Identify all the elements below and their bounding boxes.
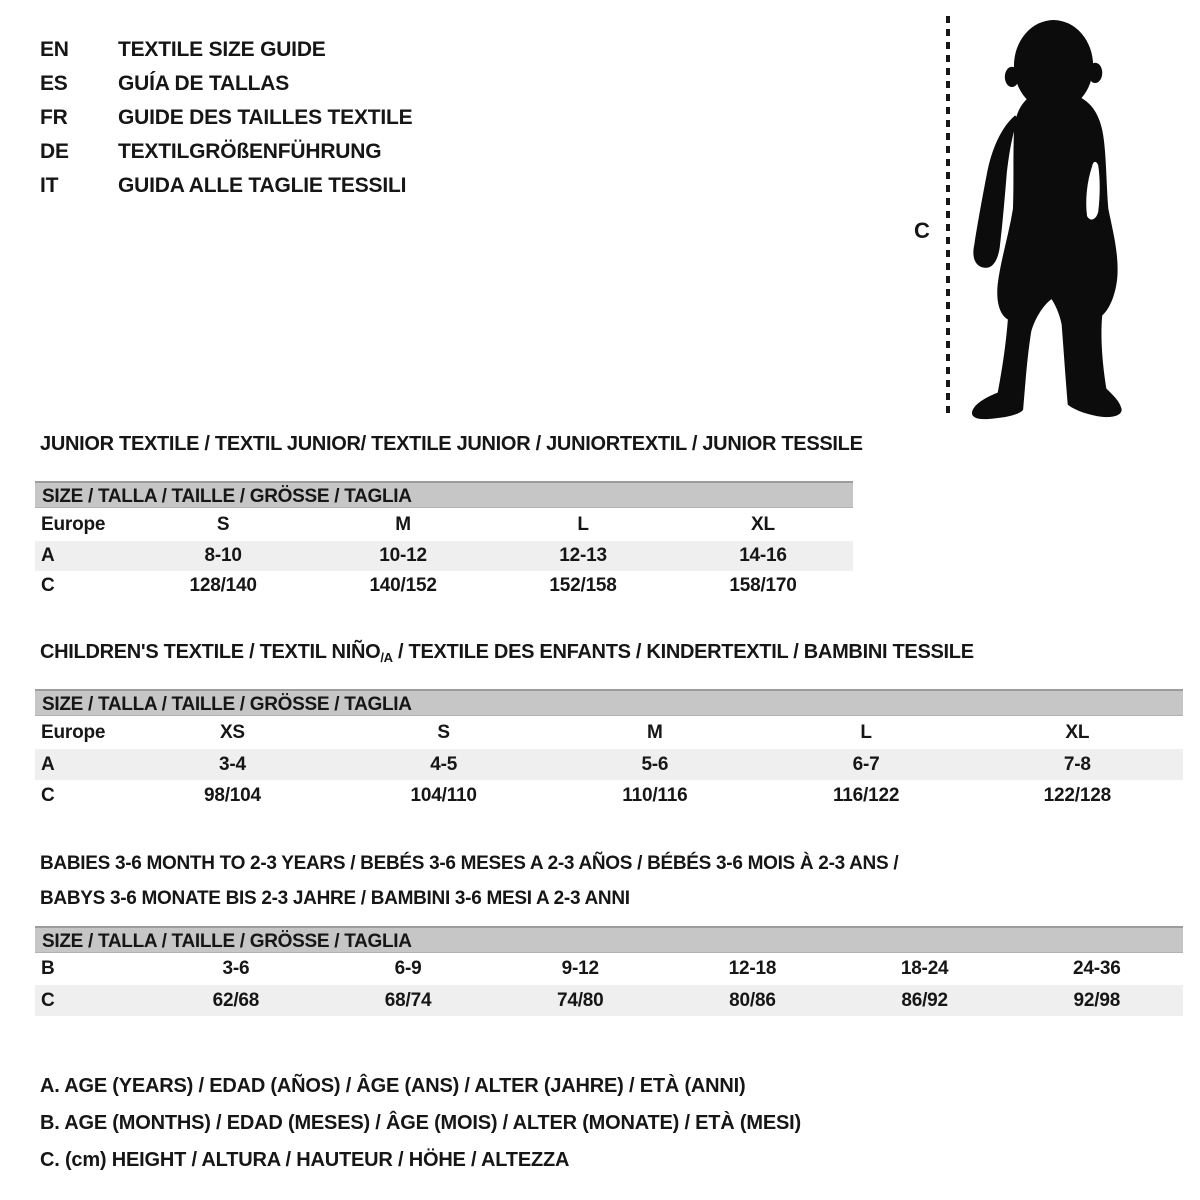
value-cell: 10-12	[379, 545, 427, 566]
value-cell: 3-4	[219, 753, 246, 775]
value-cell: 3-6	[222, 958, 250, 979]
size-cell: S	[437, 721, 450, 743]
language-code: FR	[40, 106, 68, 129]
legend-line-a: A. AGE (YEARS) / EDAD (AÑOS) / ÂGE (ANS) / ALTER (JAHRE) / ETÀ (ANNI)	[40, 1075, 746, 1097]
size-cell: XL	[1065, 721, 1090, 743]
value-cell: 122/128	[1043, 784, 1111, 806]
size-cell: M	[647, 721, 663, 743]
children-heading-post: / TEXTILE DES ENFANTS / KINDERTEXTIL / BAMBINI TESSILE	[392, 641, 974, 663]
size-header-bar: SIZE / TALLA / TAILLE / GRÖSSE / TAGLIA	[35, 481, 853, 508]
language-row-es	[40, 67, 412, 101]
silhouette-ear-left	[1005, 67, 1019, 87]
value-cell: 104/110	[410, 784, 477, 806]
value-cell: 6-7	[852, 753, 880, 775]
height-measure-label: C	[914, 218, 930, 243]
value-cell: 14-16	[739, 545, 787, 566]
table-row	[35, 780, 1183, 811]
value-cell: 74/80	[556, 989, 604, 1011]
language-code: EN	[40, 38, 69, 61]
table-row	[35, 571, 853, 601]
language-row-en	[40, 33, 412, 67]
babies-heading-line1: BABIES 3-6 MONTH TO 2-3 YEARS / BEBÉS 3-6 MESES A 2-3 AÑOS / BÉBÉS 3-6 MOIS À 2-3 ANS /	[40, 853, 899, 874]
value-cell: 24-36	[1073, 958, 1121, 979]
value-cell: 62/68	[212, 989, 260, 1011]
row-label: C	[41, 575, 55, 596]
value-cell: 116/122	[832, 784, 900, 806]
row-label: A	[41, 753, 55, 775]
measurement-legend	[40, 1068, 801, 1179]
row-label: Europe	[41, 721, 106, 743]
value-cell: 128/140	[189, 575, 257, 596]
language-title-list	[40, 33, 412, 203]
value-cell: 7-8	[1063, 753, 1091, 775]
language-title: GUÍA DE TALLAS	[118, 72, 290, 95]
table-row	[35, 716, 1183, 749]
value-cell: 152/158	[549, 575, 617, 596]
children-size-table	[35, 689, 1183, 811]
legend-line-b: B. AGE (MONTHS) / EDAD (MESES) / ÂGE (MOIS) / ALTER (MONATE) / ETÀ (MESI)	[40, 1112, 801, 1134]
table-row	[35, 541, 853, 571]
row-label: B	[41, 958, 55, 979]
language-title: TEXTILGRÖßENFÜHRUNG	[118, 140, 382, 163]
value-cell: 92/98	[1073, 989, 1121, 1011]
value-cell: 80/86	[729, 989, 776, 1011]
language-code: IT	[40, 174, 59, 197]
size-cell: M	[395, 513, 411, 535]
height-dotted-line	[946, 16, 950, 416]
language-row-it	[40, 169, 412, 203]
value-cell: 68/74	[384, 989, 432, 1011]
value-cell: 110/116	[622, 784, 688, 806]
row-label: A	[41, 545, 55, 566]
babies-heading-line2: BABYS 3-6 MONATE BIS 2-3 JAHRE / BAMBINI 3-6 MESI A 2-3 ANNI	[40, 888, 630, 909]
size-cell: L	[860, 721, 872, 743]
value-cell: 8-10	[204, 545, 242, 566]
size-cell: XS	[219, 721, 245, 743]
size-cell: S	[216, 513, 230, 535]
table-row	[35, 985, 1183, 1016]
value-cell: 86/92	[901, 989, 948, 1011]
value-cell: 158/170	[729, 575, 797, 596]
row-label: C	[41, 989, 55, 1011]
language-code: ES	[40, 72, 68, 95]
value-cell: 98/104	[203, 784, 261, 806]
legend-line-c: C. (cm) HEIGHT / ALTURA / HAUTEUR / HÖHE / ALTEZZA	[40, 1149, 570, 1171]
size-cell: XL	[751, 513, 775, 535]
value-cell: 9-12	[561, 958, 599, 979]
table-row	[35, 953, 1183, 985]
toddler-silhouette-image	[962, 16, 1140, 422]
size-header-bar: SIZE / TALLA / TAILLE / GRÖSSE / TAGLIA	[35, 689, 1183, 716]
value-cell: 12-18	[728, 958, 777, 979]
language-row-fr	[40, 101, 412, 135]
table-row	[35, 749, 1183, 780]
junior-size-table	[35, 481, 853, 601]
language-code: DE	[40, 140, 69, 163]
row-label: Europe	[41, 513, 106, 535]
value-cell: 12-13	[559, 545, 607, 566]
junior-section-heading: JUNIOR TEXTILE / TEXTIL JUNIOR/ TEXTILE JUNIOR / JUNIORTEXTIL / JUNIOR TESSILE	[40, 433, 863, 455]
value-cell: 5-6	[641, 753, 669, 775]
language-title: GUIDA ALLE TAGLIE TESSILI	[118, 174, 407, 197]
children-heading-subscript: /A	[380, 650, 393, 665]
silhouette-ear-right	[1088, 63, 1102, 83]
babies-size-table	[35, 926, 1183, 1016]
value-cell: 18-24	[900, 958, 949, 979]
language-row-de	[40, 135, 412, 169]
table-row	[35, 508, 853, 541]
language-title: TEXTILE SIZE GUIDE	[118, 38, 326, 61]
children-section-heading	[40, 641, 974, 665]
babies-section-heading	[40, 846, 898, 916]
size-header-bar: SIZE / TALLA / TAILLE / GRÖSSE / TAGLIA	[35, 926, 1183, 953]
value-cell: 6-9	[394, 958, 422, 979]
size-cell: L	[577, 513, 589, 535]
row-label: C	[41, 784, 55, 806]
value-cell: 140/152	[369, 575, 437, 596]
children-heading-pre: CHILDREN'S TEXTILE / TEXTIL NIÑO	[40, 641, 381, 663]
value-cell: 4-5	[430, 753, 458, 775]
language-title: GUIDE DES TAILLES TEXTILE	[118, 106, 413, 129]
